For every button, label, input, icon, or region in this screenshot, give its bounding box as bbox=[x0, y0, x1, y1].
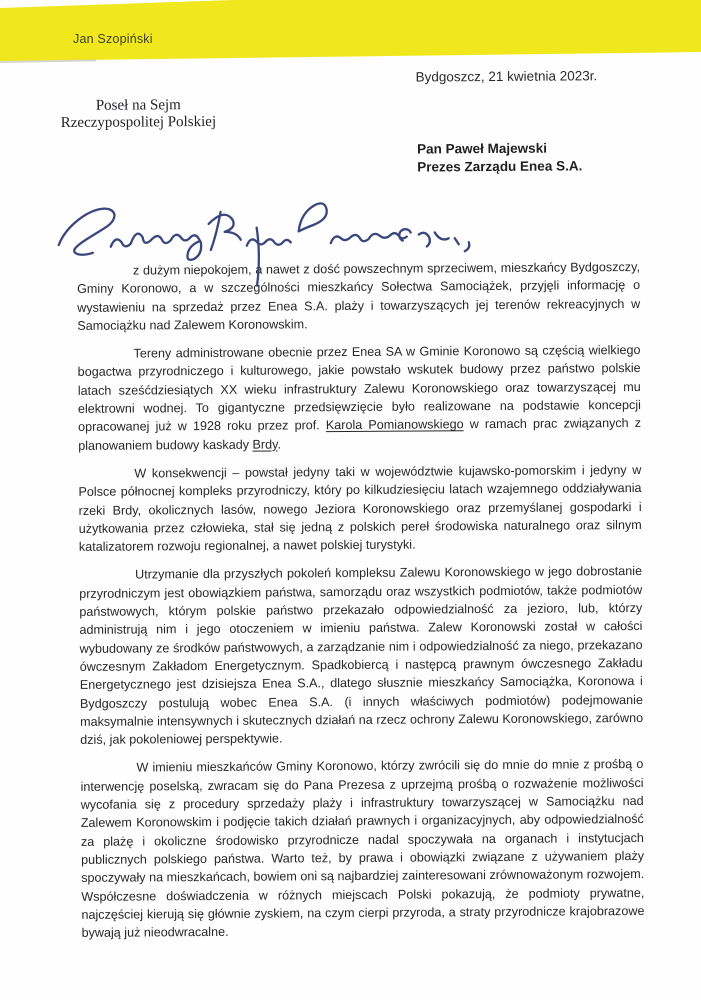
letterhead-name: Jan Szopiński bbox=[73, 32, 153, 46]
paragraph: Utrzymanie dla przyszłych pokoleń kompleksu Zalewu Koronowskiego w jego dobrostanie przyrodniczym jest obowiązkiem państwa, samorządu oraz wszystkich podmiotów, także podmiotów państwowych, którym polskie państwo przekazało odpowiedzialność za jezioro, lub, którzy administrują nim i jego otoczeniem w imieniu państwa. Zalew Koronowski został w całości wybudowany ze środków państwowych, a zarządzanie nim i odpowiedzialność za niego, przekazano ówczesnym Zakładom Energetycznym. Spadkobiercą i następcą prawnym ówczesnego Zakładu Energetycznego jest dzisiejsza Enea S.A., dlatego słusznie mieszkańcy Samociążka, Koronowa i Bydgoszczy postulują wobec Enea S.A. (i innych właściwych podmiotów) podejmowanie maksymalnie intensywnych i skutecznych działań na rzecz ochrony Zalewu Koronowskiego, zarówno dziś, jak pokoleniowej perspektywie. bbox=[79, 564, 644, 748]
paragraph: W konsekwencji – powstał jedyny taki w województwie kujawsko-pomorskim i jedyny w Polsce północnej kompleks przyrodniczy, który po kilkudziesięciu latach wzajemnego oddziaływania rzeki Brdy, okolicznych lasów, nowego Jeziora Koronowskiego oraz przemyślanej gospodarki i użytkowania przez człowieka, stał się jedną z polskich pereł środowiska naturalnego oraz silnym katalizatorem rozwoju regionalnej, a nawet polskiej turystyki. bbox=[78, 462, 642, 555]
paragraph: z dużym niepokojem, a nawet z dość powszechnym sprzeciwem, mieszkańcy Bydgoszczy, Gminy Koronowo, a w szczególności mieszkańcy Sołectwa Samociążek, przyjęli informację o wystawieniu na sprzedaż przez Enea S.A. plaży i towarzyszących jej terenów rekreacyjnych w Samociążku nad Zalewem Koronowskim. bbox=[77, 259, 641, 333]
sender-office-line2: Rzeczypospolitej Polskiej bbox=[60, 113, 217, 132]
date-line: Bydgoszcz, 21 kwietnia 2023r. bbox=[415, 68, 598, 85]
sender-office bbox=[36, 97, 241, 132]
recipient-name: Pan Paweł Majewski bbox=[417, 140, 547, 157]
letter-body bbox=[77, 258, 645, 952]
paragraph: W imieniu mieszkańców Gminy Koronowo, którzy zwrócili się do mnie do mnie z prośbą o interwencję poselską, zwracam się do Pana Prezesa z uprzejmą prośbą o rozważenie możliwości wycofania się z procedury sprzedaży plaży i infrastruktury towarzyszącej w Samociążku nad Zalewem Koronowskim i podjęcie takich działań prawnych i organizacyjnych, aby odpowiedzialność za plażę i okoliczne środowisko przyrodnicze nadal spoczywała na organach i instytucjach publicznych polskiego państwa. Warto też, by prawa i obowiązki związane z używaniem plaży spoczywały na mieszkańcach, bowiem oni są najbardziej zainteresowani zrównoważonym rozwojem. Współczesne doświadczenia w różnych miejscach Polski pokazują, że podmioty prywatne, najczęściej kierują się głównie zyskiem, na czym cierpi przyroda, a straty przyrodnicze krajobrazowe bywają już nieodwracalne. bbox=[80, 757, 645, 940]
sender-office-line1: Poseł na Sejm bbox=[95, 97, 181, 114]
paragraph: Tereny administrowane obecnie przez Enea SA w Gminie Koronowo są częścią wielkiego bogactwa przyrodniczego i kulturowego, jakie powstało wskutek budowy przez państwo polskie latach sześćdziesiątych XX wieku infrastruktury Zalewu Koronowskiego oraz towarzyszącej mu elektrowni wodnej. To gigantyczne przedsięwzięcie było realizowane na podstawie koncepcji opracowanej już w 1928 roku przez prof. Karola Pomianowskiego w ramach prac związanych z planowaniem budowy kaskady Brdy. bbox=[77, 343, 642, 453]
recipient-title: Prezes Zarządu Enea S.A. bbox=[417, 157, 583, 175]
recipient-block bbox=[417, 139, 582, 175]
